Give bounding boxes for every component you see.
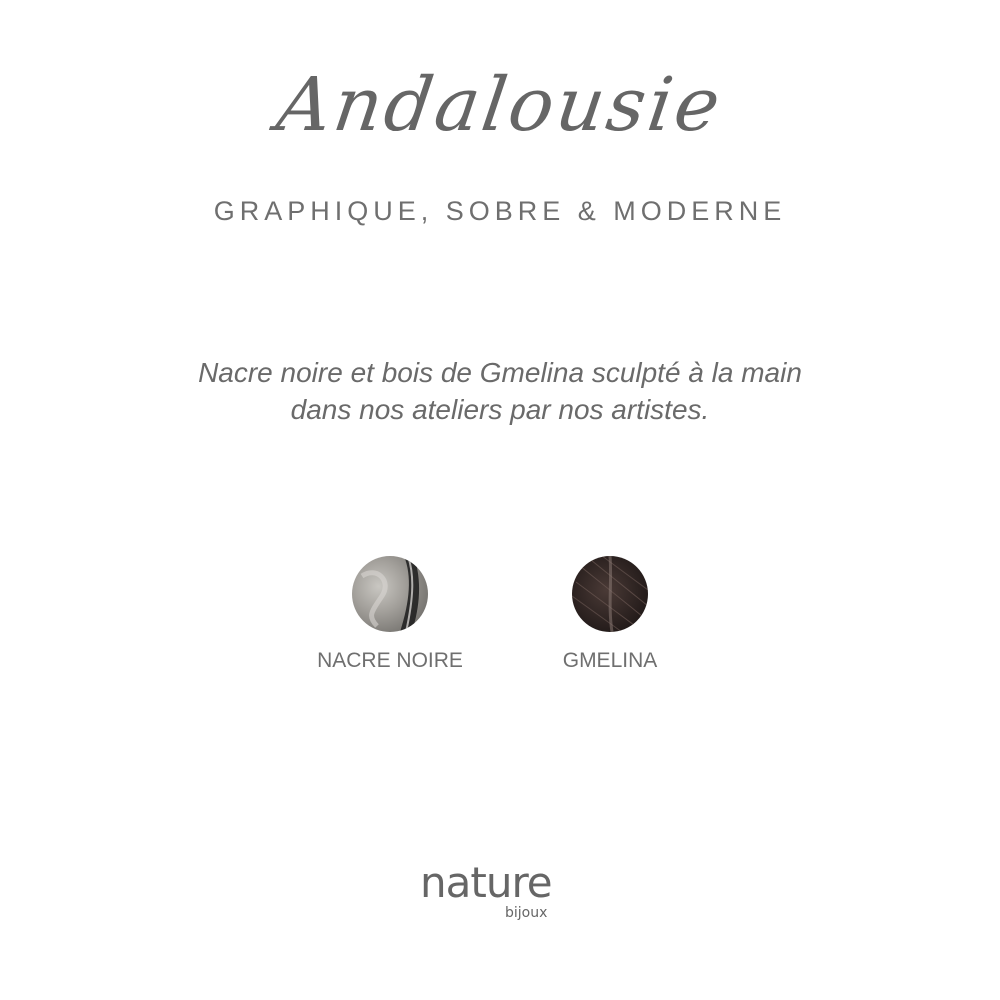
logo-wordmark: nature [420,858,552,907]
logo-subtitle: bijoux [505,905,548,921]
collection-subtitle: GRAPHIQUE, SOBRE & MODERNE [213,196,787,226]
collection-title: Andalousie [272,62,728,148]
description-line-1: Nacre noire et bois de Gmelina sculpté à la main [198,357,802,388]
description-line-2: dans nos ateliers par nos artistes. [290,394,710,425]
nacre-noire-swatch-icon [352,556,428,632]
gmelina-label: GMELINA [562,649,658,672]
nature-bijoux-logo [420,858,590,938]
product-description [0,354,1000,428]
nacre-noire-label: NACRE NOIRE [317,649,463,672]
gmelina-swatch-icon [572,556,648,632]
